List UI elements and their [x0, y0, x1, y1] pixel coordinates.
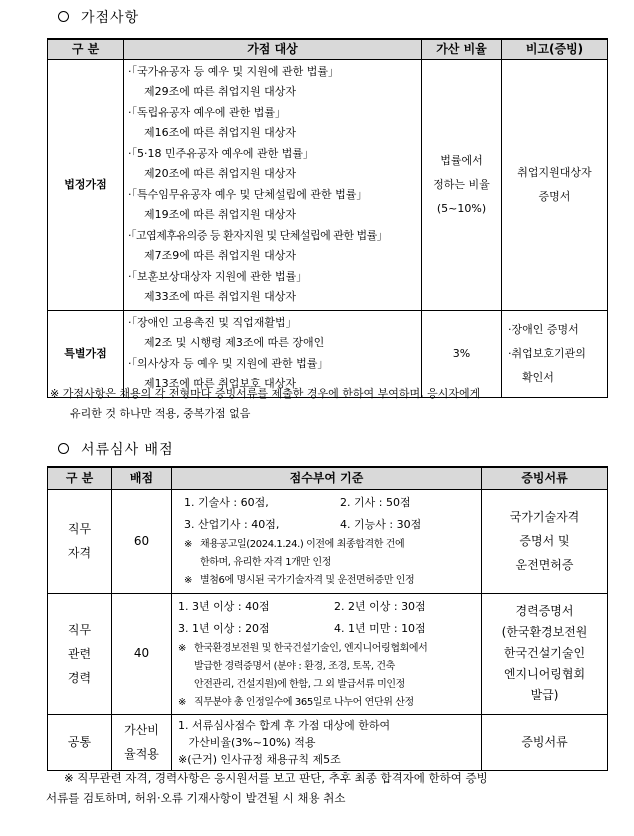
circle-bullet-icon [58, 11, 69, 22]
category-cell: 특별가점 [48, 310, 124, 397]
law-name: ·「국가유공자 등 예우 및 지원에 관한 법률」 [128, 64, 339, 78]
header-category: 구 분 [48, 467, 112, 489]
law-name: ·「의사상자 등 예우 및 지원에 관한 법률」 [128, 356, 329, 370]
header-proof: 비고(증빙) [502, 39, 608, 59]
category-cell: 공통 [48, 714, 112, 770]
law-name: ·「장애인 고용촉진 및 직업재활법」 [128, 315, 297, 329]
criteria-note: ※ 채용공고일(2024.1.24.) 이전에 최종합격한 건에 [184, 539, 405, 550]
score-cell: 40 [112, 593, 172, 714]
category-cell: 법정가점 [48, 59, 124, 310]
proof-cell: 경력증명서 (한국환경보전원 한국건설기술인 엔지니어링협회 발급) [482, 593, 608, 714]
criteria-note: ※ 별첨6에 명시된 국가기술자격 및 운전면허증만 인정 [184, 575, 415, 586]
category-cell: 직무 자격 [48, 489, 112, 593]
criteria-note: 안전관리, 건설지원)에 한함, 그 외 발급서류 미인정 [194, 678, 405, 690]
table-row [48, 593, 608, 714]
law-name: ·「고엽제후유의증 등 환자지원 및 단체설립에 관한 법률」 [128, 228, 388, 242]
category-cell: 직무 관련 경력 [48, 593, 112, 714]
bonus-note: ※ 가점사항은 채용의 각 전형마다 증빙서류를 제출한 경우에 한하여 부여하며, 응시자에게 유리한 것 하나만 적용, 중복가점 없음 [50, 387, 481, 420]
document-screening-table [47, 466, 608, 771]
criteria-line: 3. 1년 이상 : 20점 4. 1년 미만 : 10점 [178, 621, 426, 635]
section2-title: 서류심사 배점 [58, 442, 174, 460]
header-rate: 가산 비율 [422, 39, 502, 59]
proof-cell: 증빙서류 [482, 714, 608, 770]
criteria-line: 1. 3년 이상 : 40점 2. 2년 이상 : 30점 [178, 599, 426, 613]
criteria-note: ※ 직무분야 총 인정일수에 365일로 나누어 연단위 산정 [178, 696, 414, 708]
table-header-row [48, 467, 608, 489]
law-name: ·「특수임무유공자 예우 및 단체설립에 관한 법률」 [128, 187, 368, 201]
table-row [48, 489, 608, 593]
table-header-row [48, 39, 608, 59]
criteria-note: ※ 한국환경보전원 및 한국건설기술인, 엔지니어링협회에서 [178, 642, 428, 654]
criteria-line: 1. 기술사 : 60점, 2. 기사 : 50점 [184, 496, 411, 510]
criteria-line: 3. 산업기사 : 40점, 4. 기능사 : 30점 [184, 518, 422, 532]
bonus-points-table [47, 38, 608, 398]
score-cell: 60 [112, 489, 172, 593]
table-row [48, 59, 608, 310]
law-name: ·「5·18 민주유공자 예우에 관한 법률」 [128, 146, 314, 160]
law-article: 제16조에 따른 취업지원 대상자 [144, 126, 296, 139]
section1-title: 가점사항 [58, 10, 139, 28]
criteria-cell: 1. 서류심사점수 합계 후 가점 대상에 한하여 가산비율(3%~10%) 적용 ※(근거) 인사규정 채용규칙 제5조 [172, 714, 482, 770]
screening-note: ※ 직무관련 자격, 경력사항은 응시원서를 보고 판단, 추후 최종 합격자에 한하여 증빙 서류를 검토하며, 허위·오류 기재사항이 발견될 시 채용 취소 [46, 771, 488, 805]
header-category: 구 분 [48, 39, 124, 59]
law-article: 제7조9에 따른 취업지원 대상자 [144, 249, 296, 262]
proof-cell: ·장애인 증명서 ·취업보호기관의 확인서 [502, 310, 608, 397]
circle-bullet-icon [58, 443, 69, 454]
criteria-cell [172, 593, 482, 714]
criteria-note: 한하며, 유리한 자격 1개만 인정 [200, 557, 331, 568]
criteria-cell [172, 489, 482, 593]
law-list [124, 59, 422, 310]
law-name: ·「독립유공자 예우에 관한 법률」 [128, 105, 286, 119]
score-cell: 가산비 율적용 [112, 714, 172, 770]
proof-cell: 취업지원대상자 증명서 [502, 59, 608, 310]
table-row [48, 714, 608, 770]
header-criteria: 점수부여 기준 [172, 467, 482, 489]
law-article: 제29조에 따른 취업지원 대상자 [144, 85, 296, 98]
law-article: 제20조에 따른 취업지원 대상자 [144, 167, 296, 180]
rate-cell: 3% [422, 310, 502, 397]
proof-cell: 국가기술자격 증명서 및 운전면허증 [482, 489, 608, 593]
header-proof: 증빙서류 [482, 467, 608, 489]
rate-cell: 법률에서 정하는 비율 (5~10%) [422, 59, 502, 310]
law-article: 제13조에 따른 취업보호 대상자 [144, 377, 296, 390]
header-score: 배점 [112, 467, 172, 489]
law-name: ·「보훈보상대상자 지원에 관한 법률」 [128, 269, 308, 283]
law-article: 제2조 및 시행령 제3조에 따른 장애인 [144, 336, 325, 349]
law-article: 제33조에 따른 취업지원 대상자 [144, 290, 296, 303]
law-article: 제19조에 따른 취업지원 대상자 [144, 208, 296, 221]
criteria-note: 발급한 경력증명서 (분야 : 환경, 조경, 토목, 건축 [194, 660, 395, 672]
header-target: 가점 대상 [124, 39, 422, 59]
